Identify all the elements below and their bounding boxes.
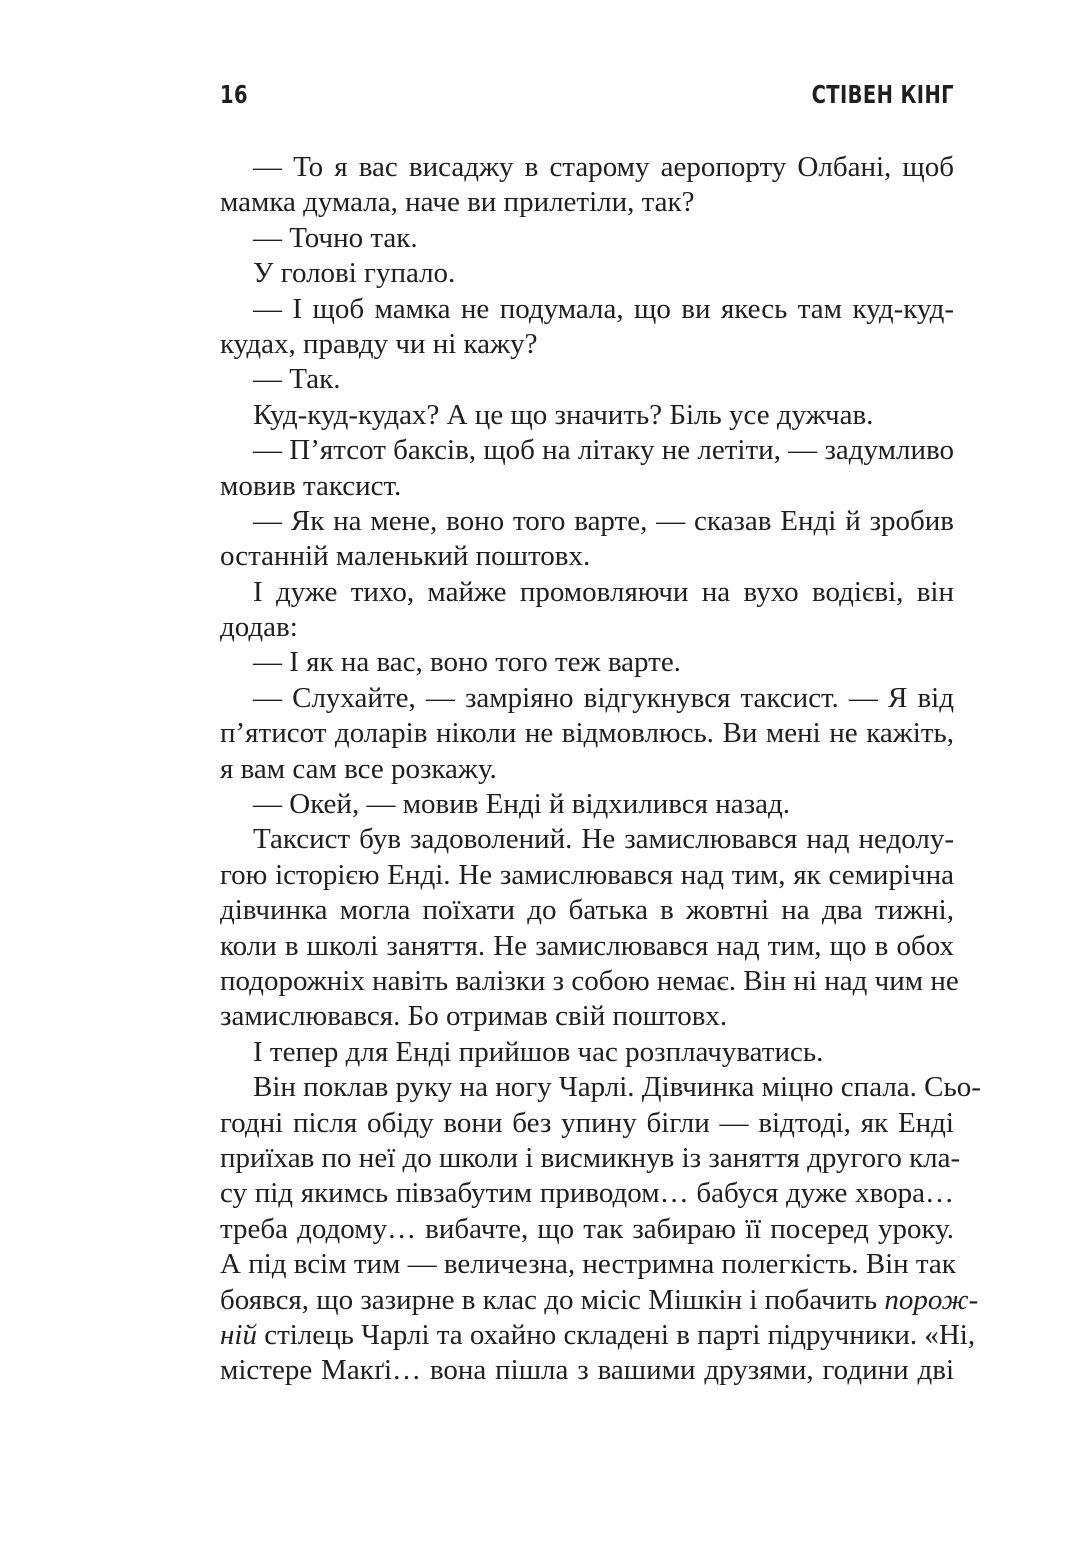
text-line: Він поклав руку на ногу Чарлі. Дівчинка міцно спала. Сьо- — [253, 1071, 981, 1104]
text-line: п’ятисот доларів ніколи не відмовлюсь. Ви мені не кажіть, — [220, 717, 954, 750]
text-line: Куд-куд-кудах? А це що значить? Біль усе дужчав. — [253, 398, 874, 431]
text-segment: стілець Чарлі та охайно складені в парті підручники. «Ні, — [264, 1318, 976, 1351]
text-line: — Окей, — мовив Енді й відхилився назад. — [253, 788, 790, 821]
text-line: гою історією Енді. Не замислювався над тим, як семирічна — [220, 858, 954, 891]
text-line: — Так. — [253, 363, 341, 396]
author-name: СТІВЕН КІНГ — [811, 80, 954, 109]
text-line: су під якимсь півзабутим приводом… бабуся дуже хвора… — [220, 1177, 954, 1210]
text-line: — Як на мене, воно того варте, — сказав Енді й зробив — [253, 504, 954, 537]
text-line-with-italic — [220, 1318, 976, 1353]
text-line: годні після обіду вони без упину бігли — відтоді, як Енді — [220, 1106, 954, 1139]
text-line: У голові гупало. — [253, 257, 456, 290]
text-line: коли в школі заняття. Не замислювався над тим, що в обох — [220, 929, 954, 962]
text-line: А під всім тим — величезна, нестримна полегкість. Він так — [220, 1248, 956, 1281]
running-head — [220, 80, 954, 116]
text-line: останній маленький поштовх. — [220, 540, 591, 573]
text-line: містере Макґі… вона пішла з вашими друзями, години дві — [220, 1354, 954, 1387]
text-line: І дуже тихо, майже промовляючи на вухо водієві, він — [253, 575, 954, 608]
text-line: додав: — [220, 611, 298, 644]
page-number: 16 — [220, 80, 248, 109]
italic-word: ній — [220, 1318, 257, 1351]
text-line-with-italic — [220, 1283, 979, 1318]
text-line: — І щоб мамка не подумала, що ви якесь там куд-куд- — [253, 292, 954, 325]
text-line: кудах, правду чи ні кажу? — [220, 327, 538, 360]
text-line: я вам сам все розкажу. — [220, 752, 497, 785]
text-line: — Точно так. — [253, 221, 418, 254]
text-line: мамка думала, наче ви прилетіли, так? — [220, 186, 695, 219]
text-line: дівчинка могла поїхати до батька в жовтні на два тижні, — [220, 894, 954, 927]
text-line: Таксист був задоволений. Не замислювався над недолу- — [253, 823, 954, 856]
text-segment: боявся, що зазирне в клас до місіс Мішкін і побачить — [220, 1283, 885, 1316]
text-line: — Слухайте, — замріяно відгукнувся таксист. — Я від — [253, 681, 954, 714]
text-line: І тепер для Енді прийшов час розплачуватись. — [253, 1035, 824, 1068]
text-line: приїхав по неї до школи і висмикнув із заняття другого кла- — [220, 1141, 961, 1174]
text-line: мовив таксист. — [220, 469, 402, 502]
text-line: замислювався. Бо отримав свій поштовх. — [220, 1000, 728, 1033]
text-line: — П’ятсот баксів, щоб на літаку не летіти, — задумливо — [253, 434, 954, 467]
text-line: подорожніх навіть валізки з собою немає. Він ні над чим не — [220, 964, 959, 997]
text-line: — То я вас висаджу в старому аеропорту Олбані, щоб — [253, 151, 954, 183]
body-text — [220, 150, 981, 1389]
text-line: треба додому… вибачте, що так забираю її посеред уроку. — [220, 1212, 954, 1245]
italic-word: порож- — [884, 1283, 979, 1316]
text-line: — І як на вас, воно того теж варте. — [253, 646, 681, 679]
